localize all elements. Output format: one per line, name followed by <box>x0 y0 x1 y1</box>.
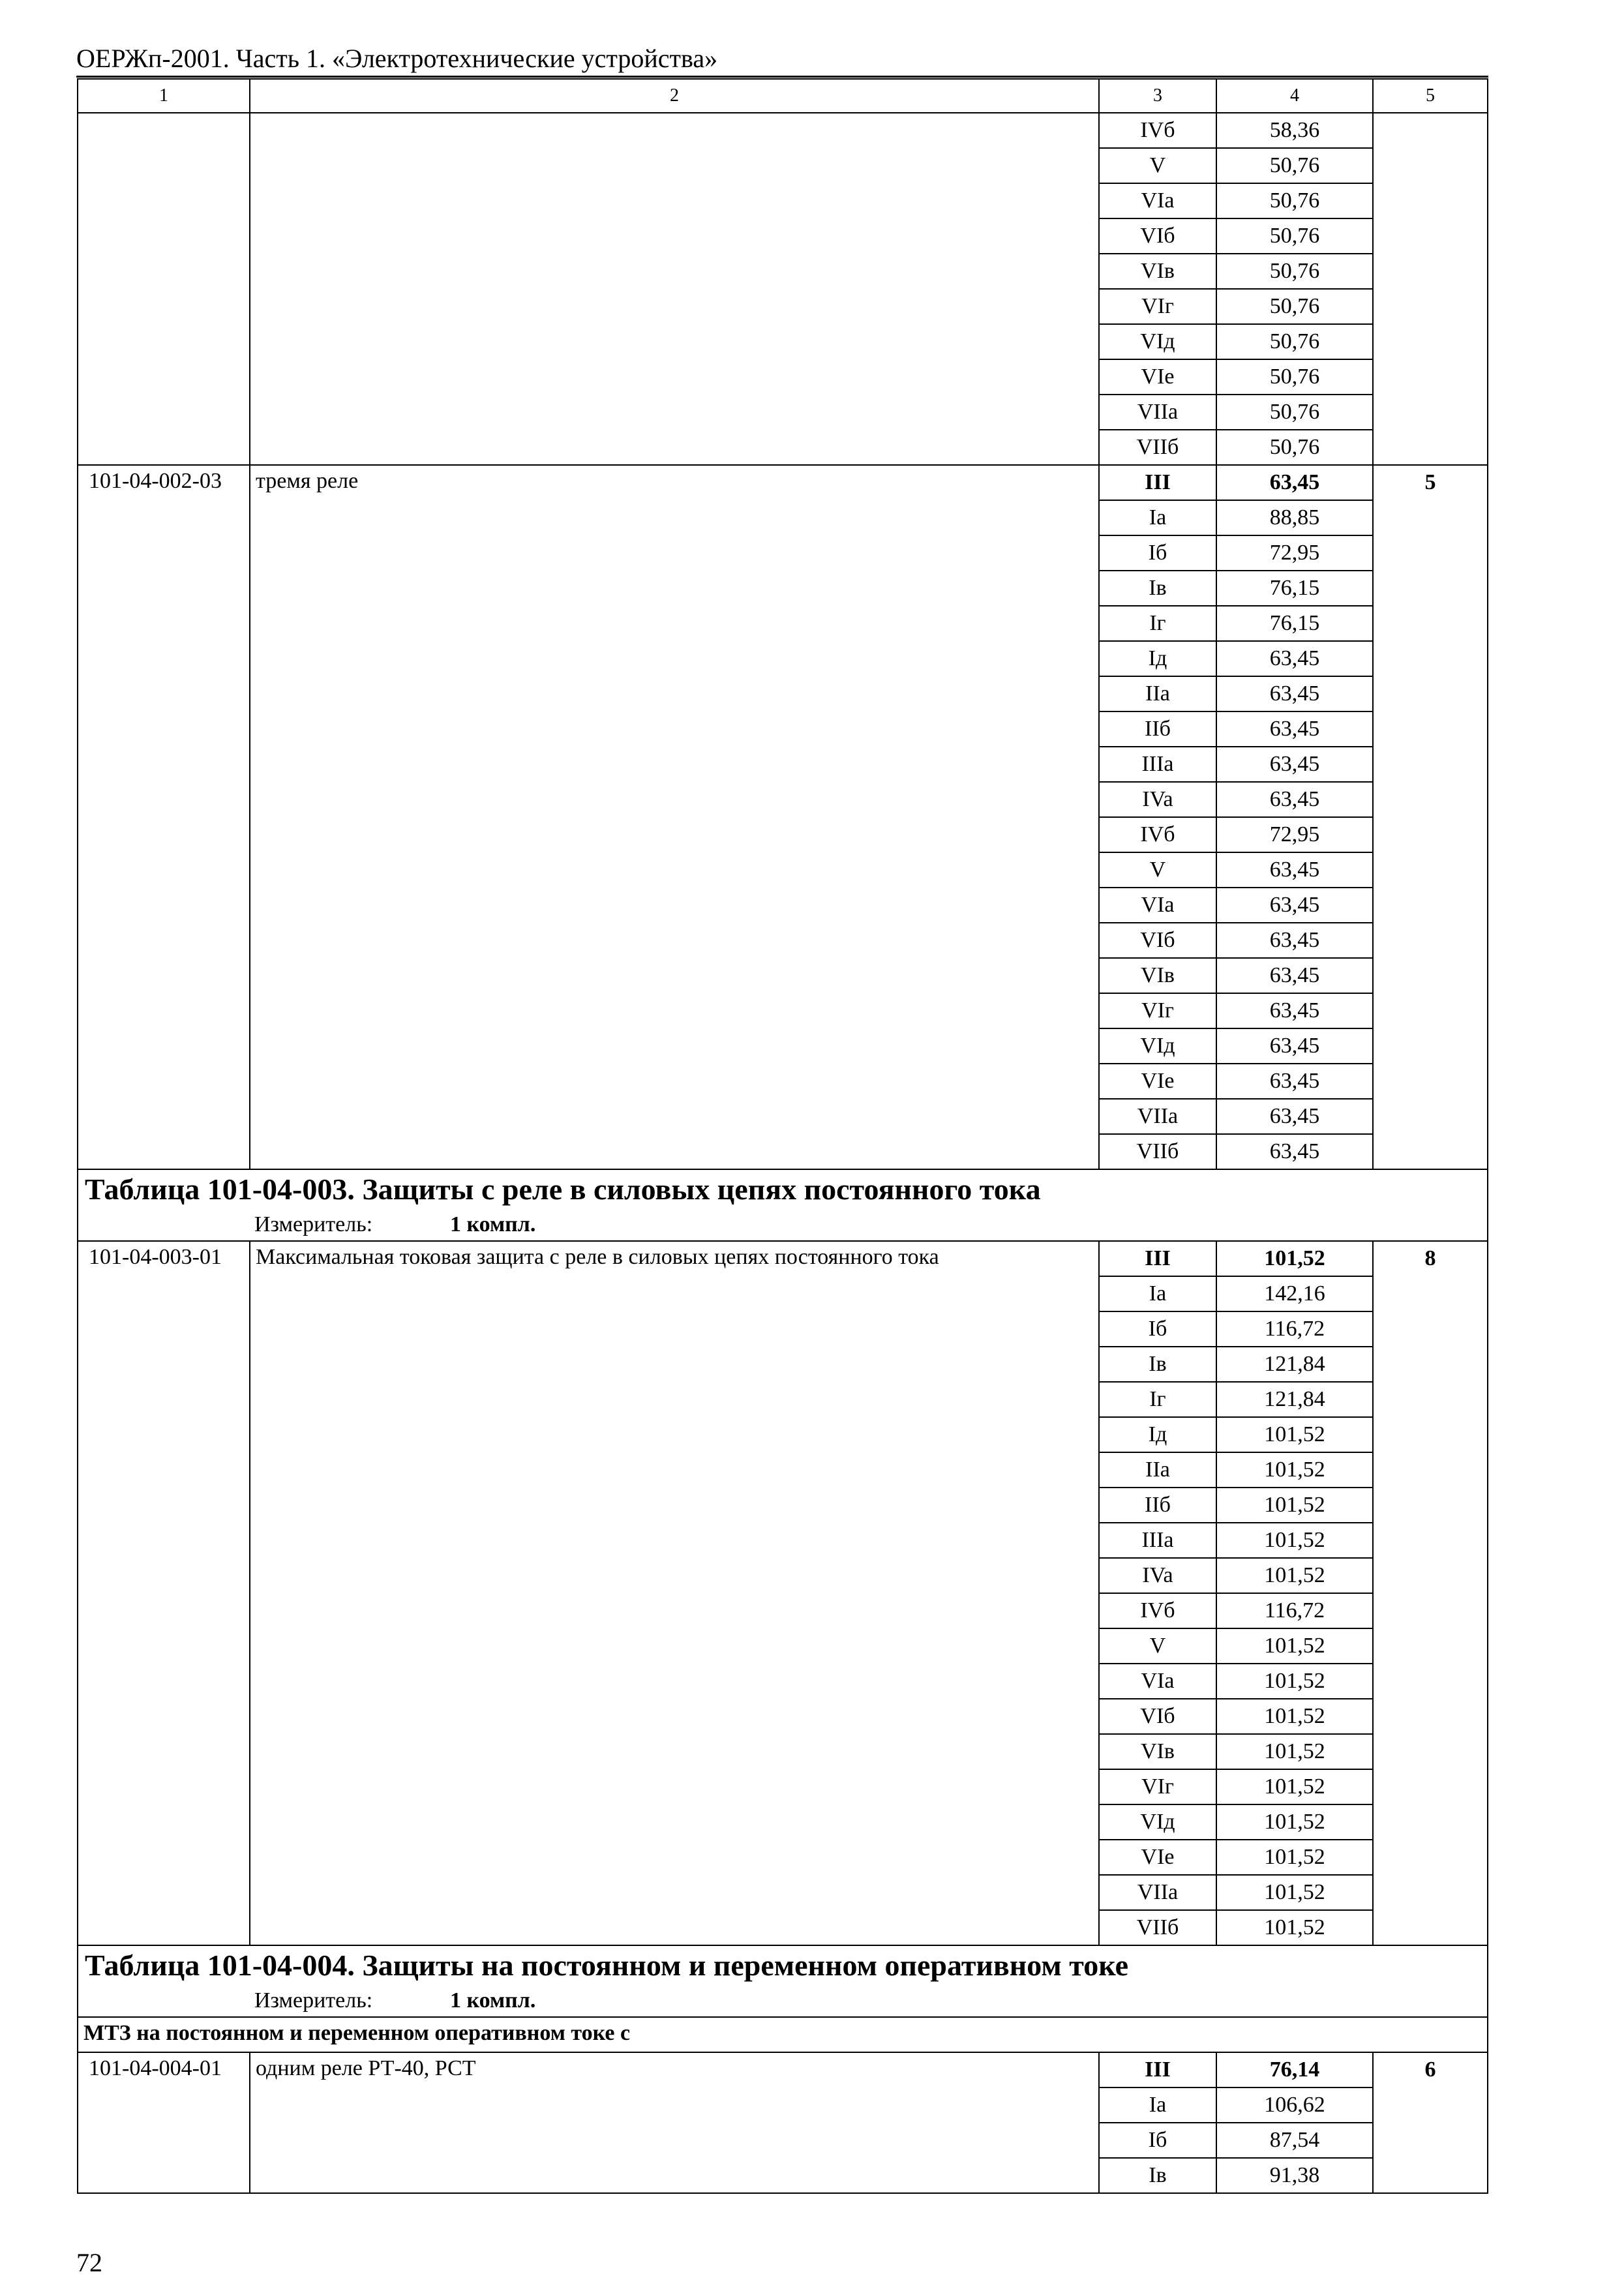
price-cell: 76,15 <box>1216 571 1373 606</box>
price-cell: 63,45 <box>1216 1028 1373 1064</box>
zone-cell: Iб <box>1099 535 1216 571</box>
rates-table <box>77 78 1488 2194</box>
column-number: 3 <box>1099 79 1216 113</box>
price-cell: 76,15 <box>1216 606 1373 641</box>
price-cell: 50,76 <box>1216 324 1373 359</box>
zone-cell: VIIa <box>1099 1875 1216 1910</box>
table-row <box>78 465 1488 500</box>
zone-cell: IIIa <box>1099 1523 1216 1558</box>
zone-cell: IIб <box>1099 711 1216 747</box>
entry-description: тремя реле <box>250 465 1099 1169</box>
price-cell: 121,84 <box>1216 1382 1373 1417</box>
column-numbers-row <box>78 79 1488 113</box>
entry-code <box>78 113 250 465</box>
price-cell: 63,45 <box>1216 641 1373 676</box>
zone-cell: III <box>1099 2052 1216 2087</box>
price-cell: 101,52 <box>1216 1734 1373 1769</box>
measure-label: Измеритель: <box>254 1988 373 2012</box>
measure-label: Измеритель: <box>254 1212 373 1236</box>
zone-cell: VIб <box>1099 1699 1216 1734</box>
price-cell: 50,76 <box>1216 148 1373 183</box>
table-title: Таблица 101-04-003. Защиты с реле в силовых цепях постоянного тока <box>78 1169 1488 1212</box>
zone-cell: VIг <box>1099 993 1216 1028</box>
zone-cell: VIIa <box>1099 395 1216 430</box>
price-cell: 101,52 <box>1216 1875 1373 1910</box>
price-cell: 63,45 <box>1216 465 1373 500</box>
price-cell: 63,45 <box>1216 676 1373 711</box>
price-cell: 63,45 <box>1216 958 1373 993</box>
price-cell: 101,52 <box>1216 1769 1373 1804</box>
zone-cell: VIIб <box>1099 430 1216 465</box>
price-cell: 50,76 <box>1216 254 1373 289</box>
price-cell: 63,45 <box>1216 852 1373 888</box>
zone-cell: VIa <box>1099 183 1216 218</box>
rates-table-body <box>78 79 1488 2193</box>
price-cell: 101,52 <box>1216 1910 1373 1945</box>
document-header: ОЕРЖп-2001. Часть 1. «Электротехнические устройства» <box>76 44 718 73</box>
price-cell: 58,36 <box>1216 113 1373 148</box>
price-cell: 101,52 <box>1216 1523 1373 1558</box>
price-cell: 88,85 <box>1216 500 1373 535</box>
price-cell: 101,52 <box>1216 1699 1373 1734</box>
column-number: 2 <box>250 79 1099 113</box>
zone-cell: VIд <box>1099 1804 1216 1840</box>
zone-cell: IVб <box>1099 1593 1216 1628</box>
zone-cell: III <box>1099 465 1216 500</box>
price-cell: 63,45 <box>1216 923 1373 958</box>
entry-col5: 6 <box>1373 2052 1488 2193</box>
zone-cell: V <box>1099 1628 1216 1664</box>
table-row <box>78 2052 1488 2087</box>
zone-cell: VIIa <box>1099 1099 1216 1134</box>
entry-col5: 8 <box>1373 1241 1488 1945</box>
price-cell: 63,45 <box>1216 747 1373 782</box>
price-cell: 101,52 <box>1216 1488 1373 1523</box>
price-cell: 76,14 <box>1216 2052 1373 2087</box>
zone-cell: Iв <box>1099 1347 1216 1382</box>
zone-cell: V <box>1099 852 1216 888</box>
zone-cell: VIa <box>1099 888 1216 923</box>
table-title-row <box>78 1945 1488 1988</box>
measure-cell <box>78 1988 1488 2017</box>
price-cell: 101,52 <box>1216 1628 1373 1664</box>
column-number: 5 <box>1373 79 1488 113</box>
zone-cell: VIб <box>1099 218 1216 254</box>
entry-code: 101-04-002-03 <box>78 465 250 1169</box>
measure-row <box>78 1212 1488 1241</box>
zone-cell: Iд <box>1099 641 1216 676</box>
zone-cell: IVб <box>1099 113 1216 148</box>
zone-cell: IVa <box>1099 782 1216 817</box>
zone-cell: Ia <box>1099 500 1216 535</box>
zone-cell: IIa <box>1099 1452 1216 1488</box>
price-cell: 116,72 <box>1216 1311 1373 1347</box>
price-cell: 63,45 <box>1216 1134 1373 1169</box>
entry-description: Максимальная токовая защита с реле в силовых цепях постоянного тока <box>250 1241 1099 1945</box>
zone-cell: VIв <box>1099 254 1216 289</box>
price-cell: 101,52 <box>1216 1417 1373 1452</box>
zone-cell: VIб <box>1099 923 1216 958</box>
measure-cell <box>78 1212 1488 1241</box>
zone-cell: III <box>1099 1241 1216 1276</box>
column-number: 1 <box>78 79 250 113</box>
price-cell: 63,45 <box>1216 782 1373 817</box>
price-cell: 72,95 <box>1216 817 1373 852</box>
subheading-row <box>78 2017 1488 2052</box>
price-cell: 50,76 <box>1216 359 1373 395</box>
entry-col5 <box>1373 113 1488 465</box>
price-cell: 101,52 <box>1216 1804 1373 1840</box>
zone-cell: VIIб <box>1099 1134 1216 1169</box>
zone-cell: VIe <box>1099 1840 1216 1875</box>
price-cell: 72,95 <box>1216 535 1373 571</box>
zone-cell: V <box>1099 148 1216 183</box>
entry-code: 101-04-003-01 <box>78 1241 250 1945</box>
price-cell: 50,76 <box>1216 289 1373 324</box>
price-cell: 101,52 <box>1216 1558 1373 1593</box>
entry-code: 101-04-004-01 <box>78 2052 250 2193</box>
zone-cell: Iг <box>1099 606 1216 641</box>
column-number: 4 <box>1216 79 1373 113</box>
price-cell: 63,45 <box>1216 993 1373 1028</box>
zone-cell: IIa <box>1099 676 1216 711</box>
zone-cell: IIб <box>1099 1488 1216 1523</box>
measure-value: 1 компл. <box>450 1212 536 1236</box>
subheading: МТЗ на постоянном и переменном оперативном токе с <box>78 2017 1488 2052</box>
measure-row <box>78 1988 1488 2017</box>
measure-value: 1 компл. <box>450 1988 536 2012</box>
zone-cell: VIг <box>1099 1769 1216 1804</box>
zone-cell: VIe <box>1099 1064 1216 1099</box>
price-cell: 63,45 <box>1216 1099 1373 1134</box>
price-cell: 50,76 <box>1216 218 1373 254</box>
price-cell: 50,76 <box>1216 395 1373 430</box>
price-cell: 63,45 <box>1216 1064 1373 1099</box>
zone-cell: Ia <box>1099 1276 1216 1311</box>
zone-cell: Iв <box>1099 2158 1216 2193</box>
zone-cell: IVб <box>1099 817 1216 852</box>
zone-cell: Ia <box>1099 2087 1216 2123</box>
price-cell: 116,72 <box>1216 1593 1373 1628</box>
price-cell: 101,52 <box>1216 1241 1373 1276</box>
price-cell: 63,45 <box>1216 711 1373 747</box>
table-row <box>78 1241 1488 1276</box>
zone-cell: VIв <box>1099 1734 1216 1769</box>
zone-cell: Iг <box>1099 1382 1216 1417</box>
zone-cell: VIд <box>1099 324 1216 359</box>
zone-cell: VIг <box>1099 289 1216 324</box>
zone-cell: VIIб <box>1099 1910 1216 1945</box>
zone-cell: VIe <box>1099 359 1216 395</box>
table-row <box>78 113 1488 148</box>
zone-cell: IVa <box>1099 1558 1216 1593</box>
zone-cell: VIв <box>1099 958 1216 993</box>
entry-col5: 5 <box>1373 465 1488 1169</box>
price-cell: 50,76 <box>1216 183 1373 218</box>
zone-cell: Iв <box>1099 571 1216 606</box>
zone-cell: Iб <box>1099 1311 1216 1347</box>
entry-description <box>250 113 1099 465</box>
page-number: 72 <box>76 2248 102 2277</box>
table-title-row <box>78 1169 1488 1212</box>
price-cell: 87,54 <box>1216 2123 1373 2158</box>
entry-description: одним реле РТ-40, РСТ <box>250 2052 1099 2193</box>
price-cell: 101,52 <box>1216 1452 1373 1488</box>
zone-cell: Iб <box>1099 2123 1216 2158</box>
price-cell: 106,62 <box>1216 2087 1373 2123</box>
price-cell: 142,16 <box>1216 1276 1373 1311</box>
price-cell: 63,45 <box>1216 888 1373 923</box>
zone-cell: VIд <box>1099 1028 1216 1064</box>
price-cell: 101,52 <box>1216 1664 1373 1699</box>
zone-cell: VIa <box>1099 1664 1216 1699</box>
price-cell: 50,76 <box>1216 430 1373 465</box>
table-title: Таблица 101-04-004. Защиты на постоянном и переменном оперативном токе <box>78 1945 1488 1988</box>
price-cell: 91,38 <box>1216 2158 1373 2193</box>
header-rule <box>76 76 1488 78</box>
zone-cell: IIIa <box>1099 747 1216 782</box>
zone-cell: Iд <box>1099 1417 1216 1452</box>
price-cell: 101,52 <box>1216 1840 1373 1875</box>
price-cell: 121,84 <box>1216 1347 1373 1382</box>
